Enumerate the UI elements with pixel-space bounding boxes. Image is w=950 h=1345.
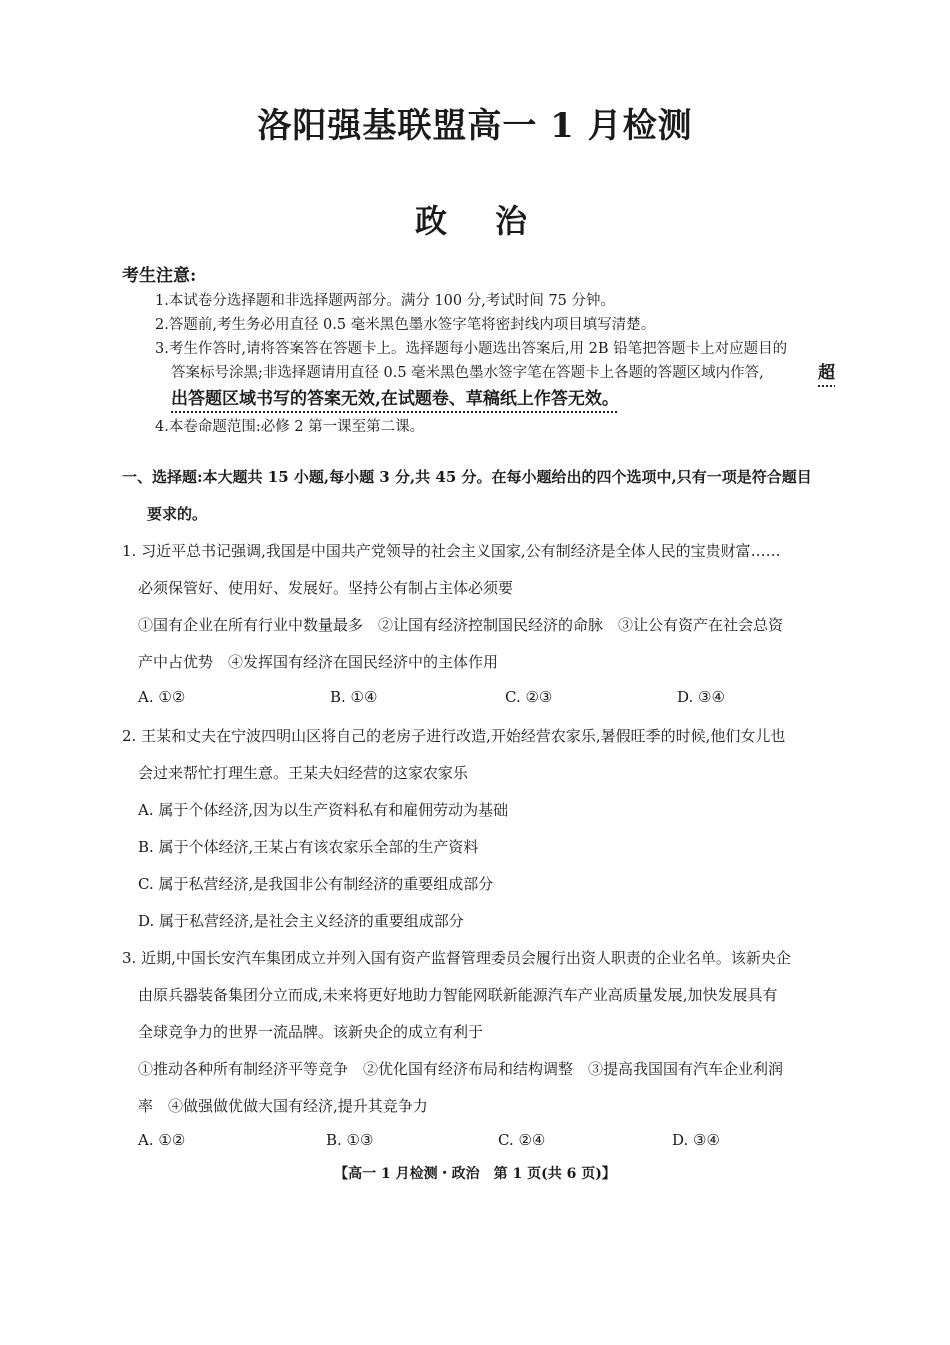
notice-item-3-emphasis: 出答题区域书写的答案无效,在试题卷、草稿纸上作答无效。 xyxy=(171,389,619,409)
notice-heading: 考生注意: xyxy=(122,266,197,286)
question-2-stem: 2. 王某和丈夫在宁波四明山区将自己的老房子进行改造,开始经营农家乐,暑假旺季的时候,他们女儿也 xyxy=(122,727,786,745)
question-3-statements: ①推动各种所有制经济平等竞争 ②优化国有经济布局和结构调整 ③提高我国国有汽车企业利润 xyxy=(138,1060,784,1078)
exam-title: 洛阳强基联盟高一 1 月检测 xyxy=(257,106,693,146)
question-2-option-a: A. 属于个体经济,因为以生产资料私有和雇佣劳动为基础 xyxy=(138,801,509,819)
notice-item-3-cont: 答案标号涂黑;非选择题请用直径 0.5 毫米黑色墨水签字笔在答题卡上各题的答题区域内作答, xyxy=(171,365,764,381)
subject-title: 政治 xyxy=(414,202,575,240)
question-3-stem-cont-2: 全球竞争力的世界一流品牌。该新央企的成立有利于 xyxy=(138,1023,484,1041)
question-2-option-b: B. 属于个体经济,王某占有该农家乐全部的生产资料 xyxy=(138,838,479,856)
page-footer: 【高一 1 月检测・政治 第 1 页(共 6 页)】 xyxy=(334,1166,616,1182)
question-3-option-d: D. ③④ xyxy=(672,1131,720,1149)
notice-item-2: 2.答题前,考生务必用直径 0.5 毫米黑色墨水签字笔将密封线内项目填写清楚。 xyxy=(155,317,656,333)
question-1-stem: 1. 习近平总书记强调,我国是中国共产党领导的社会主义国家,公有制经济是全体人民的宝贵财富…… xyxy=(122,542,781,560)
question-2-option-c: C. 属于私营经济,是我国非公有制经济的重要组成部分 xyxy=(138,875,494,893)
question-3-stem-cont-1: 由原兵器装备集团分立而成,未来将更好地助力智能网联新能源汽车产业高质量发展,加快发展具有 xyxy=(138,986,778,1004)
question-1-option-a: A. ①② xyxy=(138,688,186,706)
question-3-option-a: A. ①② xyxy=(138,1131,186,1149)
question-1-statements-cont: 产中占优势 ④发挥国有经济在国民经济中的主体作用 xyxy=(138,653,499,671)
question-3-statements-cont: 率 ④做强做优做大国有经济,提升其竞争力 xyxy=(138,1097,428,1115)
question-3-option-c: C. ②④ xyxy=(498,1131,546,1149)
notice-item-3: 3.考生作答时,请将答案答在答题卡上。选择题每小题选出答案后,用 2B 铅笔把答题卡上对应题目的 xyxy=(155,341,788,357)
section-heading: 一、选择题:本大题共 15 小题,每小题 3 分,共 45 分。在每小题给出的四个选项中,只有一项是符合题目 xyxy=(122,468,812,486)
section-heading-cont: 要求的。 xyxy=(147,505,208,523)
question-1-statements: ①国有企业在所有行业中数量最多 ②让国有经济控制国民经济的命脉 ③让公有资产在社会总资 xyxy=(138,616,784,634)
notice-item-3-emphasis-start: 超 xyxy=(818,363,835,383)
question-2-option-d: D. 属于私营经济,是社会主义经济的重要组成部分 xyxy=(138,912,464,930)
question-3-stem: 3. 近期,中国长安汽车集团成立并列入国有资产监督管理委员会履行出资人职责的企业名单。该新央企 xyxy=(122,949,791,967)
notice-item-1: 1.本试卷分选择题和非选择题两部分。满分 100 分,考试时间 75 分钟。 xyxy=(155,293,616,309)
question-2-stem-cont: 会过来帮忙打理生意。王某夫妇经营的这家农家乐 xyxy=(138,764,469,782)
question-1-option-d: D. ③④ xyxy=(677,688,725,706)
question-1-option-c: C. ②③ xyxy=(505,688,553,706)
question-3-option-b: B. ①③ xyxy=(326,1131,374,1149)
notice-item-4: 4.本卷命题范围:必修 2 第一课至第二课。 xyxy=(155,419,425,435)
question-1-stem-cont: 必须保管好、使用好、发展好。坚持公有制占主体必须要 xyxy=(138,579,514,597)
question-1-option-b: B. ①④ xyxy=(330,688,378,706)
